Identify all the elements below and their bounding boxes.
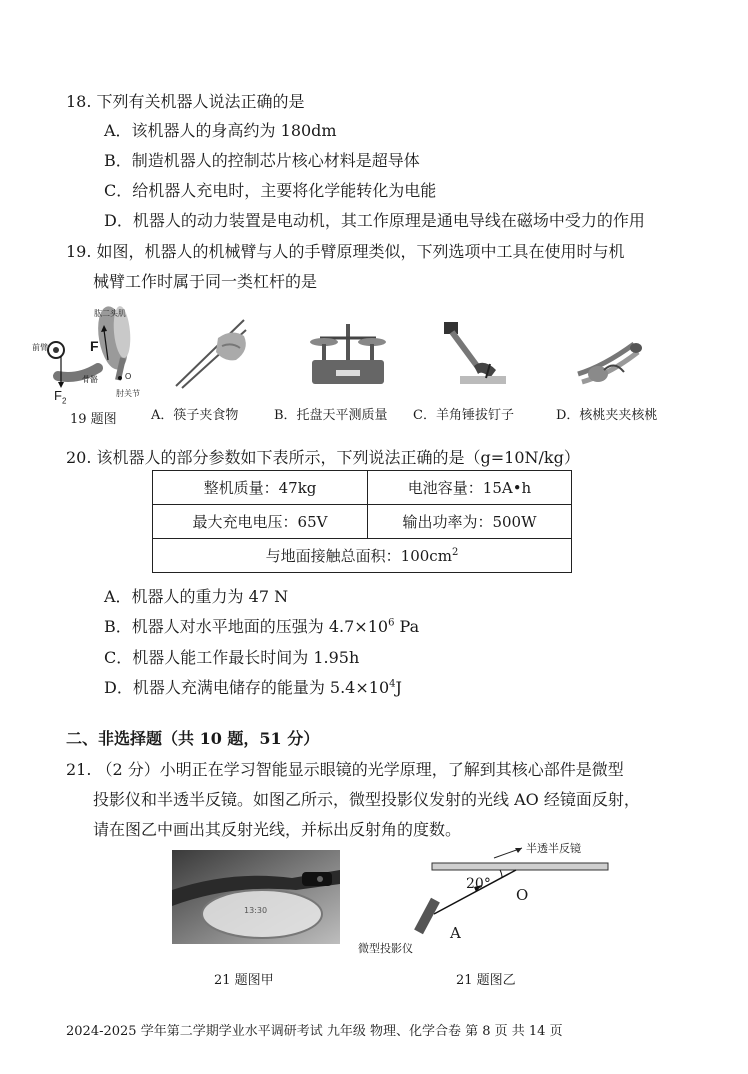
reflection-diagram <box>350 840 620 960</box>
q19-option-b: B．托盘天平测质量 <box>274 408 388 423</box>
q21-line3: 请在图乙中画出其反射光线，并标出反射角的度数。 <box>93 820 462 839</box>
q18-option-c: C．给机器人充电时，主要将化学能转化为电能 <box>104 181 437 200</box>
q20-option-a: A．机器人的重力为 47 N <box>104 587 289 606</box>
chopsticks-image <box>170 316 250 390</box>
label-forearm: 前臂 <box>32 343 48 352</box>
param-power: 输出功率为：500W <box>368 505 572 539</box>
nutcracker-image <box>574 330 652 386</box>
glasses-display-text: 13:30 <box>244 906 268 915</box>
balance-scale-image <box>306 318 390 390</box>
table-row <box>153 539 572 573</box>
page-footer: 2024-2025 学年第二学期学业水平调研考试 九年级 物理、化学合卷 第 8 页 共 14 页 <box>66 1024 563 1039</box>
label-o: O <box>125 372 132 381</box>
table-row <box>153 505 572 539</box>
param-voltage: 最大充电电压：65V <box>153 505 368 539</box>
q20-stem: 20. 该机器人的部分参数如下表所示，下列说法正确的是（g=10N/kg） <box>66 448 580 467</box>
point-o-label: O <box>516 886 529 904</box>
q21-fig-b-caption: 21 题图乙 <box>456 973 516 988</box>
q21-line1: 21. （2 分）小明正在学习智能显示眼镜的光学原理，了解到其核心部件是微型 <box>66 760 624 779</box>
param-battery: 电池容量：15A•h <box>368 471 572 505</box>
label-f: F <box>90 338 99 354</box>
q18-stem: 18. 下列有关机器人说法正确的是 <box>66 92 305 111</box>
q19-option-c: C．羊角锤拔钉子 <box>413 408 514 423</box>
q18-option-d: D．机器人的动力装置是电动机，其工作原理是通电导线在磁场中受力的作用 <box>104 211 645 230</box>
angle-label: 20° <box>466 876 491 892</box>
table-row <box>153 471 572 505</box>
mirror-label: 半透半反镜 <box>526 842 581 855</box>
q18-option-a: A．该机器人的身高约为 180dm <box>104 121 337 140</box>
arm-lever-diagram <box>28 298 140 406</box>
robot-params-table <box>152 470 572 573</box>
q20-option-b: B．机器人对水平地面的压强为 $4.7\times 10^6$ Pa <box>104 617 420 636</box>
claw-hammer-image <box>440 318 508 390</box>
q21-line2: 投影仪和半透半反镜。如图乙所示，微型投影仪发射的光线 AO 经镜面反射， <box>93 790 640 809</box>
q19-option-a: A．筷子夹食物 <box>151 408 239 423</box>
q20-option-c: C．机器人能工作最长时间为 1.95h <box>104 648 360 667</box>
label-biceps: 肱二头肌 <box>94 309 126 318</box>
q18-option-b: B．制造机器人的控制芯片核心材料是超导体 <box>104 151 420 170</box>
param-mass: 整机质量：47kg <box>153 471 368 505</box>
projector-label: 微型投影仪 <box>358 942 413 955</box>
q19-stem-line1: 19. 如图，机器人的机械臂与人的手臂原理类似，下列选项中工具在使用时与机 <box>66 242 625 261</box>
q20-option-d: D．机器人充满电储存的能量为 $5.4\times 10^4J$ <box>104 678 402 697</box>
q19-stem-line2: 械臂工作时属于同一类杠杆的是 <box>93 272 318 291</box>
label-bone: 骨骼 <box>82 375 98 384</box>
smart-glasses-photo <box>172 850 340 944</box>
param-contact-area: 与地面接触总面积：$100cm^2$ <box>153 539 572 573</box>
section-title: 二、非选择题（共 10 题，51 分） <box>66 729 320 748</box>
point-a-label: A <box>450 924 461 942</box>
label-f2: $F_2$ <box>54 388 67 406</box>
label-elbow: 肘关节 <box>116 389 140 398</box>
q19-option-d: D．核桃夹夹核桃 <box>556 408 658 423</box>
q19-fig-caption: 19 题图 <box>70 412 117 427</box>
q21-fig-a-caption: 21 题图甲 <box>214 973 274 988</box>
